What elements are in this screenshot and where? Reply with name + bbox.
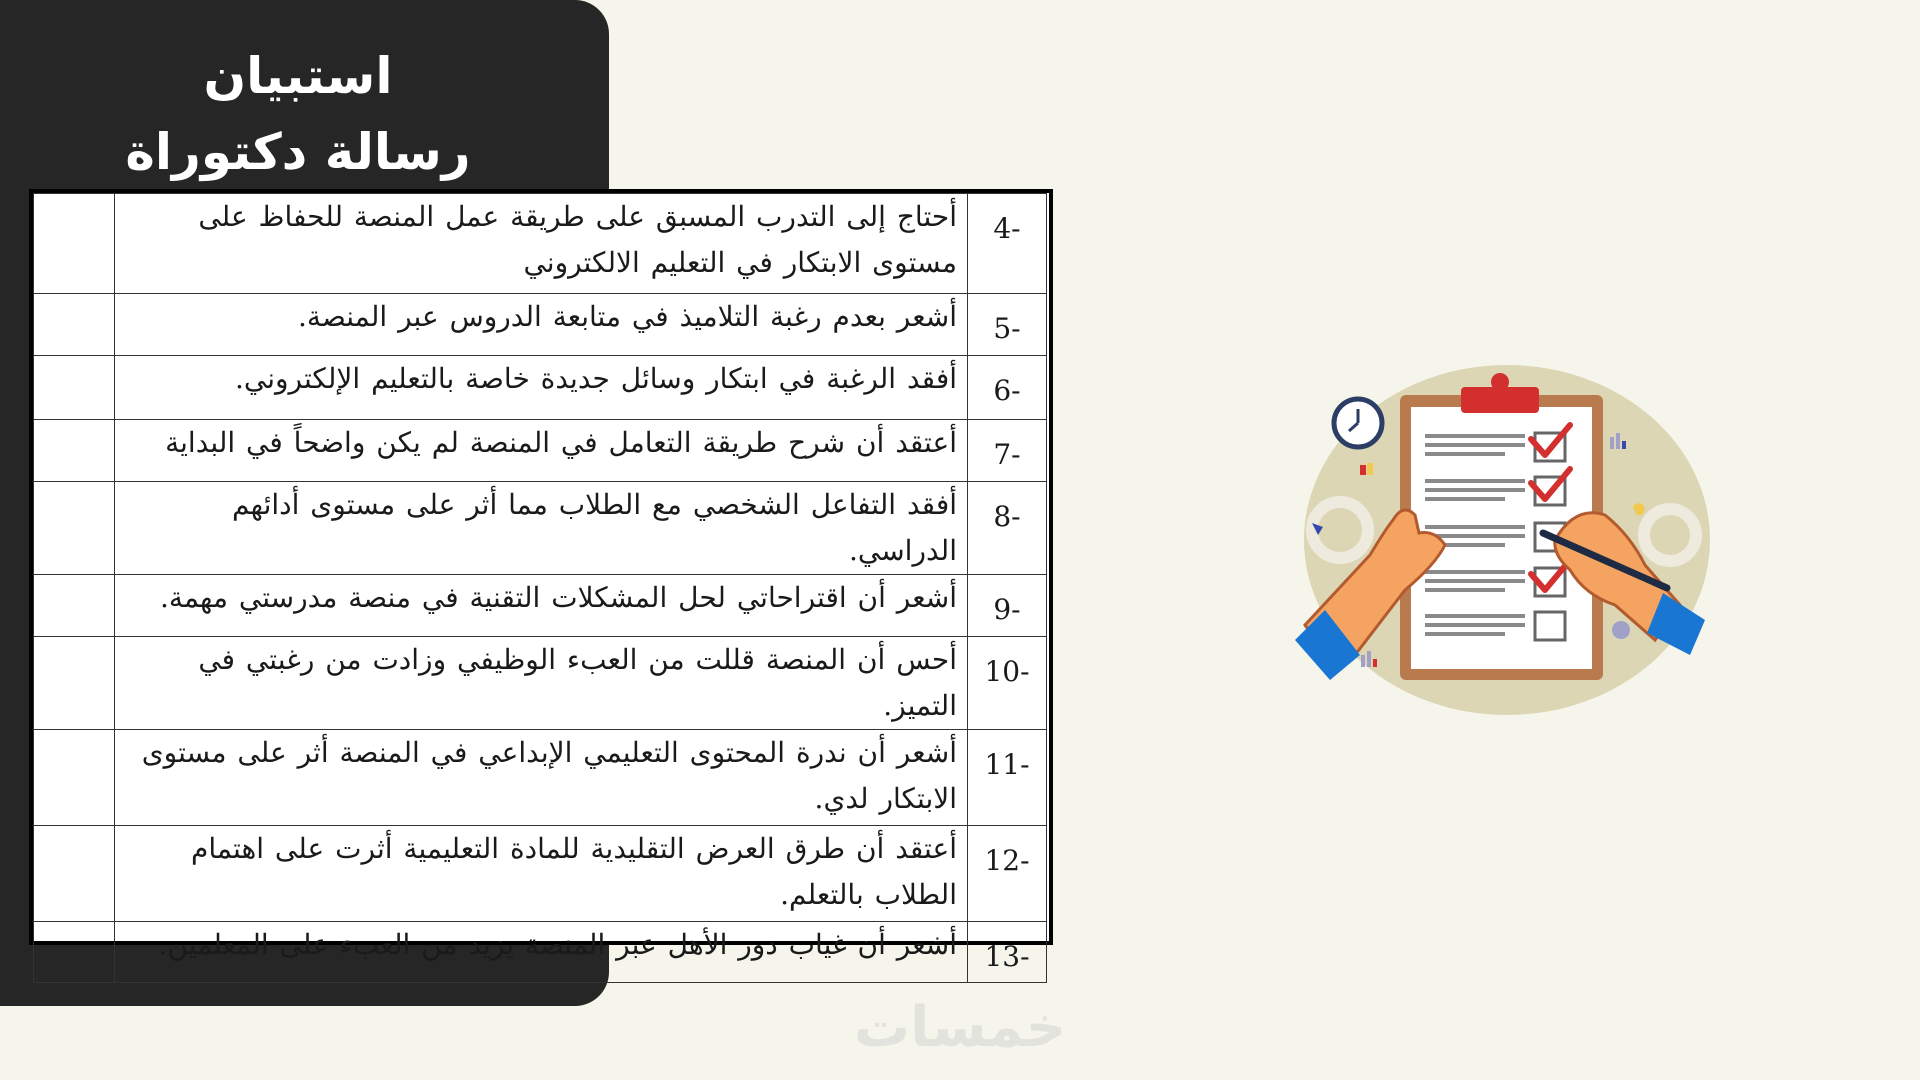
bar-chart-icon [1361,655,1365,667]
bar-chart-icon [1616,433,1620,449]
question-statement: أحس أن المنصة قللت من العبء الوظيفي وزادت من رغبتي في التميز. [115,637,968,730]
questionnaire-row [34,575,1047,637]
response-cell [34,575,115,637]
response-cell [34,420,115,482]
question-statement: أعتقد أن طرق العرض التقليدية للمادة التعليمية أثرت على اهتمام الطلاب بالتعلم. [115,826,968,922]
questionnaire-row [34,637,1047,730]
questionnaire-row [34,420,1047,482]
question-number: 6- [968,356,1047,420]
question-statement: أعتقد أن شرح طريقة التعامل في المنصة لم يكن واضحاً في البداية [115,420,968,482]
questionnaire-row [34,482,1047,575]
question-number: 9- [968,575,1047,637]
question-number: 4- [968,194,1047,294]
bar-chart-icon [1360,465,1366,475]
response-cell [34,730,115,826]
bar-chart-icon [1610,437,1614,449]
bar-chart-icon [1373,659,1377,667]
question-statement: أفقد الرغبة في ابتكار وسائل جديدة خاصة بالتعليم الإلكتروني. [115,356,968,420]
title-line-2: رسالة دكتوراة [125,123,471,181]
questionnaire-row [34,922,1047,983]
questionnaire-table [33,193,1047,983]
clipboard-checklist-icon [1285,355,1730,725]
question-statement: أشعر أن اقتراحاتي لحل المشكلات التقنية في منصة مدرستي مهمة. [115,575,968,637]
question-statement: أفقد التفاعل الشخصي مع الطلاب مما أثر على مستوى أدائهم الدراسي. [115,482,968,575]
question-statement: أشعر أن ندرة المحتوى التعليمي الإبداعي في المنصة أثر على مستوى الابتكار لدي. [115,730,968,826]
question-number: 10- [968,637,1047,730]
response-cell [34,637,115,730]
response-cell [34,294,115,356]
question-statement: أشعر أن غياب دور الأهل عبر المنصة يزيد من العبء على المعلمين. [115,922,968,983]
question-number: 8- [968,482,1047,575]
questionnaire-row [34,294,1047,356]
question-number: 5- [968,294,1047,356]
question-statement: أشعر بعدم رغبة التلاميذ في متابعة الدروس عبر المنصة. [115,294,968,356]
questionnaire-row [34,730,1047,826]
response-cell [34,194,115,294]
questionnaire-row [34,194,1047,294]
question-statement: أحتاج إلى التدرب المسبق على طريقة عمل المنصة للحفاظ على مستوى الابتكار في التعليم الالكتروني [115,194,968,294]
questionnaire-row [34,826,1047,922]
question-number: 7- [968,420,1047,482]
response-cell [34,482,115,575]
bar-chart-icon [1367,651,1371,667]
response-cell [34,356,115,420]
bar-chart-icon [1622,441,1626,449]
questionnaire-document [29,189,1053,973]
bar-chart-icon [1367,463,1373,475]
pie-chart-icon [1612,621,1630,639]
question-number: 13- [968,922,1047,983]
questionnaire-row [34,356,1047,420]
page-title [0,38,596,190]
question-number: 12- [968,826,1047,922]
title-line-1: استبيان [203,47,393,105]
question-number: 11- [968,730,1047,826]
watermark-logo: خمسات [853,995,1067,1060]
response-cell [34,826,115,922]
response-cell [34,922,115,983]
